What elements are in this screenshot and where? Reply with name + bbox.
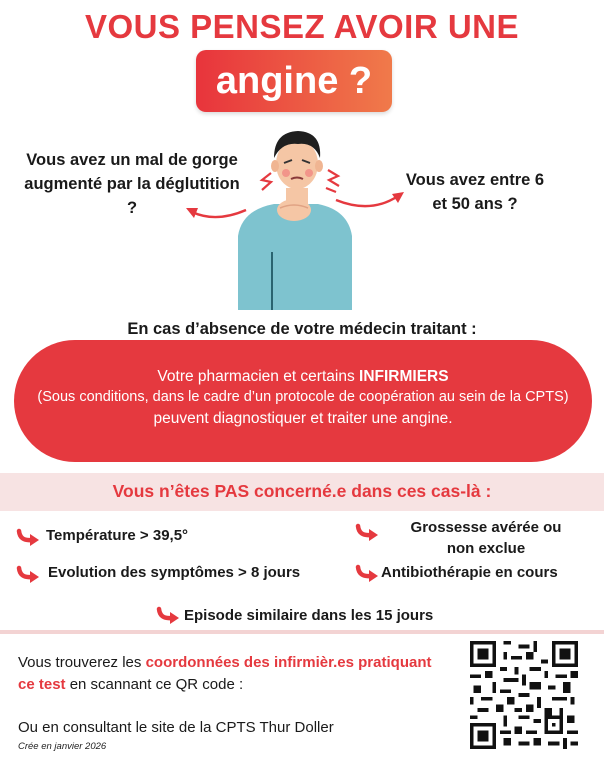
page-title: VOUS PENSEZ AVOIR UNE bbox=[84, 8, 520, 45]
angine-badge: angine ? bbox=[196, 50, 392, 112]
website-text: Ou en consultant le site de la CPTS Thur Doller bbox=[18, 719, 334, 736]
pharmacist-text: Votre pharmacien et certains bbox=[157, 368, 360, 385]
qr-instructions-suffix: en scannant ce QR code : bbox=[65, 676, 244, 693]
criterion-pregnancy: Grossesse avérée ou non exclue bbox=[410, 519, 562, 557]
conditions-text: (Sous conditions, dans le cadre d’un protocole de coopération au sein de la CPTS) bbox=[37, 389, 569, 405]
qr-instructions bbox=[18, 652, 438, 696]
diagnose-text: peuvent diagnostiquer et traiter une angine. bbox=[153, 410, 453, 427]
age-question: Vous avez entre 6 et 50 ans ? bbox=[405, 171, 545, 213]
criterion-similar-episode: Episode similaire dans les 15 jours bbox=[184, 607, 434, 624]
curved-arrow-icon bbox=[355, 562, 379, 582]
sore-throat-question: Vous avez un mal de gorge augmenté par la déglutition ? bbox=[24, 151, 240, 217]
qr-instructions-prefix: Vous trouverez les bbox=[18, 654, 146, 671]
absence-heading: En cas d’absence de votre médecin traitant : bbox=[127, 320, 477, 338]
nurses-text: INFIRMIERS bbox=[359, 368, 449, 385]
section-divider bbox=[0, 630, 604, 634]
curved-arrow-icon bbox=[156, 604, 180, 624]
criterion-evolution: Evolution des symptômes > 8 jours bbox=[48, 564, 301, 581]
qr-code[interactable] bbox=[470, 641, 578, 749]
curved-arrow-icon bbox=[355, 521, 379, 541]
curved-arrow-icon bbox=[16, 526, 40, 546]
creation-date: Crée en janvier 2026 bbox=[18, 741, 107, 752]
right-arrow-icon bbox=[336, 196, 398, 206]
curved-arrow-icon bbox=[16, 563, 40, 583]
info-pill-text bbox=[14, 366, 592, 429]
nurses-contacts-link: coordonnées des infirmièr.es pratiquant ce test bbox=[18, 654, 432, 693]
exclusions-heading: Vous n’êtes PAS concerné.e dans ces cas-là : bbox=[112, 481, 492, 501]
criterion-temperature: Température > 39,5° bbox=[46, 527, 189, 544]
criterion-antibiotics: Antibiothérapie en cours bbox=[381, 564, 558, 581]
